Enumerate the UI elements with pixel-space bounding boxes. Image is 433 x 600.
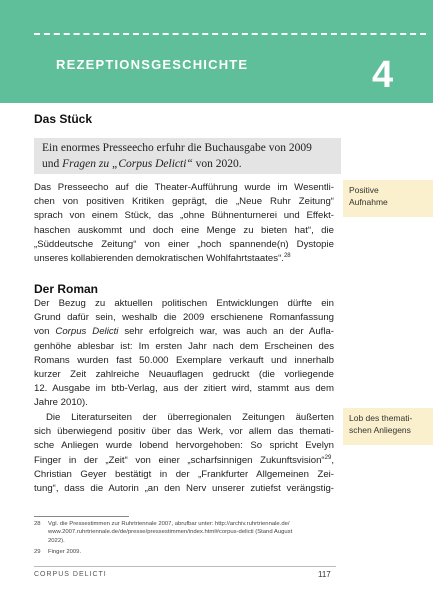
text-line: Romans wurden fast 50.000 Exemplare verkauft und innerhalb [34,354,334,366]
section-heading-roman: Der Roman [34,282,99,296]
footer-rule [34,566,336,567]
footnote-ref-28: 28 [283,252,291,259]
text-line: haschen auskommt und doch eine Menge zu bieten hat“, die [34,224,334,236]
header-dashed-rule [34,33,426,35]
footnote-rule [34,516,129,517]
text-line: kurzer Zeit zahlreiche Neuauflagen gedruckt (die vorliegende [34,369,334,381]
summary-line-1: Ein enormes Presseecho erfuhr die Buchausgabe von 2009 [42,142,312,154]
text-line: sich überwiegend positiv über das Werk, vor allem das themati- [34,426,334,438]
footnote-28 [34,520,344,545]
text-line: sprach von einem Stück, das „ohne Bühnenturnerei und Effekt- [34,210,334,222]
running-footer-title: CORPUS DELICTI [34,571,107,578]
chapter-header-band [0,0,433,103]
text-line: Finger in der „Zeit“ von einer „scharfsinnigen Zukunftsvision“$^{29}$, [34,454,334,466]
text-line: tung“, dass die Autorin „an den Nerv unserer zutiefst verängstig- [34,483,334,495]
text-line: chen von positiven Kritiken geprägt, die „Neue Ruhr Zeitung“ [34,196,334,208]
text-line: Die Literaturseiten der überregionalen Zeitungen äußerten [46,412,334,423]
text-line: von Corpus Delicti sehr erfolgreich war, was auch an der Aufla- [34,326,334,338]
summary-box [34,138,341,174]
margin-note-lob [343,408,433,445]
margin-note-line: Lob des themati- [349,413,413,423]
chapter-number: 4 [372,54,394,96]
text-line: 12. Ausgabe im btb-Verlag, aus der zitiert wird, stammt aus dem [34,383,334,395]
chapter-title: REZEPTIONSGESCHICHTE [56,57,249,72]
text-line: Christian Geyer bestätigt in der „Frankfurter Allgemeinen Zei- [34,468,334,480]
summary-line-2: und Fragen zu „Corpus Delicti“ von 2020. [42,158,242,170]
page-number: 117 [318,570,331,579]
footnote-29 [34,548,344,556]
margin-note-positive [343,180,433,217]
text-line: genhöhe ablesbar ist: Im ersten Jahr nach dem Erscheinen des [34,340,334,352]
text-line: Grund dafür sein, weshalb die 2009 erschienene Romanfassung [34,312,334,324]
footnote-ref-29: 29 [324,454,332,461]
footnote-number: 28 [34,521,41,527]
text-line: Der Bezug zu aktuellen politischen Entwicklungen dürfte ein [34,298,334,309]
footnote-number: 29 [34,549,41,556]
footnote-text: Finger 2009. [48,549,82,556]
text-line: „Süddeutsche Zeitung“ von einer „hoch spannende(n) Dystopie [34,238,334,250]
footnote-text: Vgl. die Pressestimmen zur Ruhrtriennale 2007, abrufbar unter: http://archiv.ruhrtriennale.de/ www.2007.ruhrtriennale.de/de/presse/pressestimmen/index.html#corpus-delicti (Stand August 2022). [48,521,293,544]
paragraph-roman-1 [34,297,334,411]
text-line: Jahre 2010). [34,397,88,409]
text-line: sche Anliegen wurde lobend hervorgehoben: So spricht Evelyn [34,440,334,452]
margin-note-line: Aufnahme [349,197,388,207]
text-line: Das Presseecho auf die Theater-Aufführung wurde im Wesentli- [34,182,334,193]
text-line: unseres kollabierenden demokratischen Wohlfahrtstaates“.$^{28}$ [34,252,291,265]
margin-note-line: schen Anliegens [349,425,411,435]
section-heading-stueck: Das Stück [34,112,93,126]
footnotes [34,520,344,557]
margin-note-line: Positive [349,185,379,195]
paragraph-roman-2 [34,411,334,496]
paragraph-stueck [34,181,334,266]
